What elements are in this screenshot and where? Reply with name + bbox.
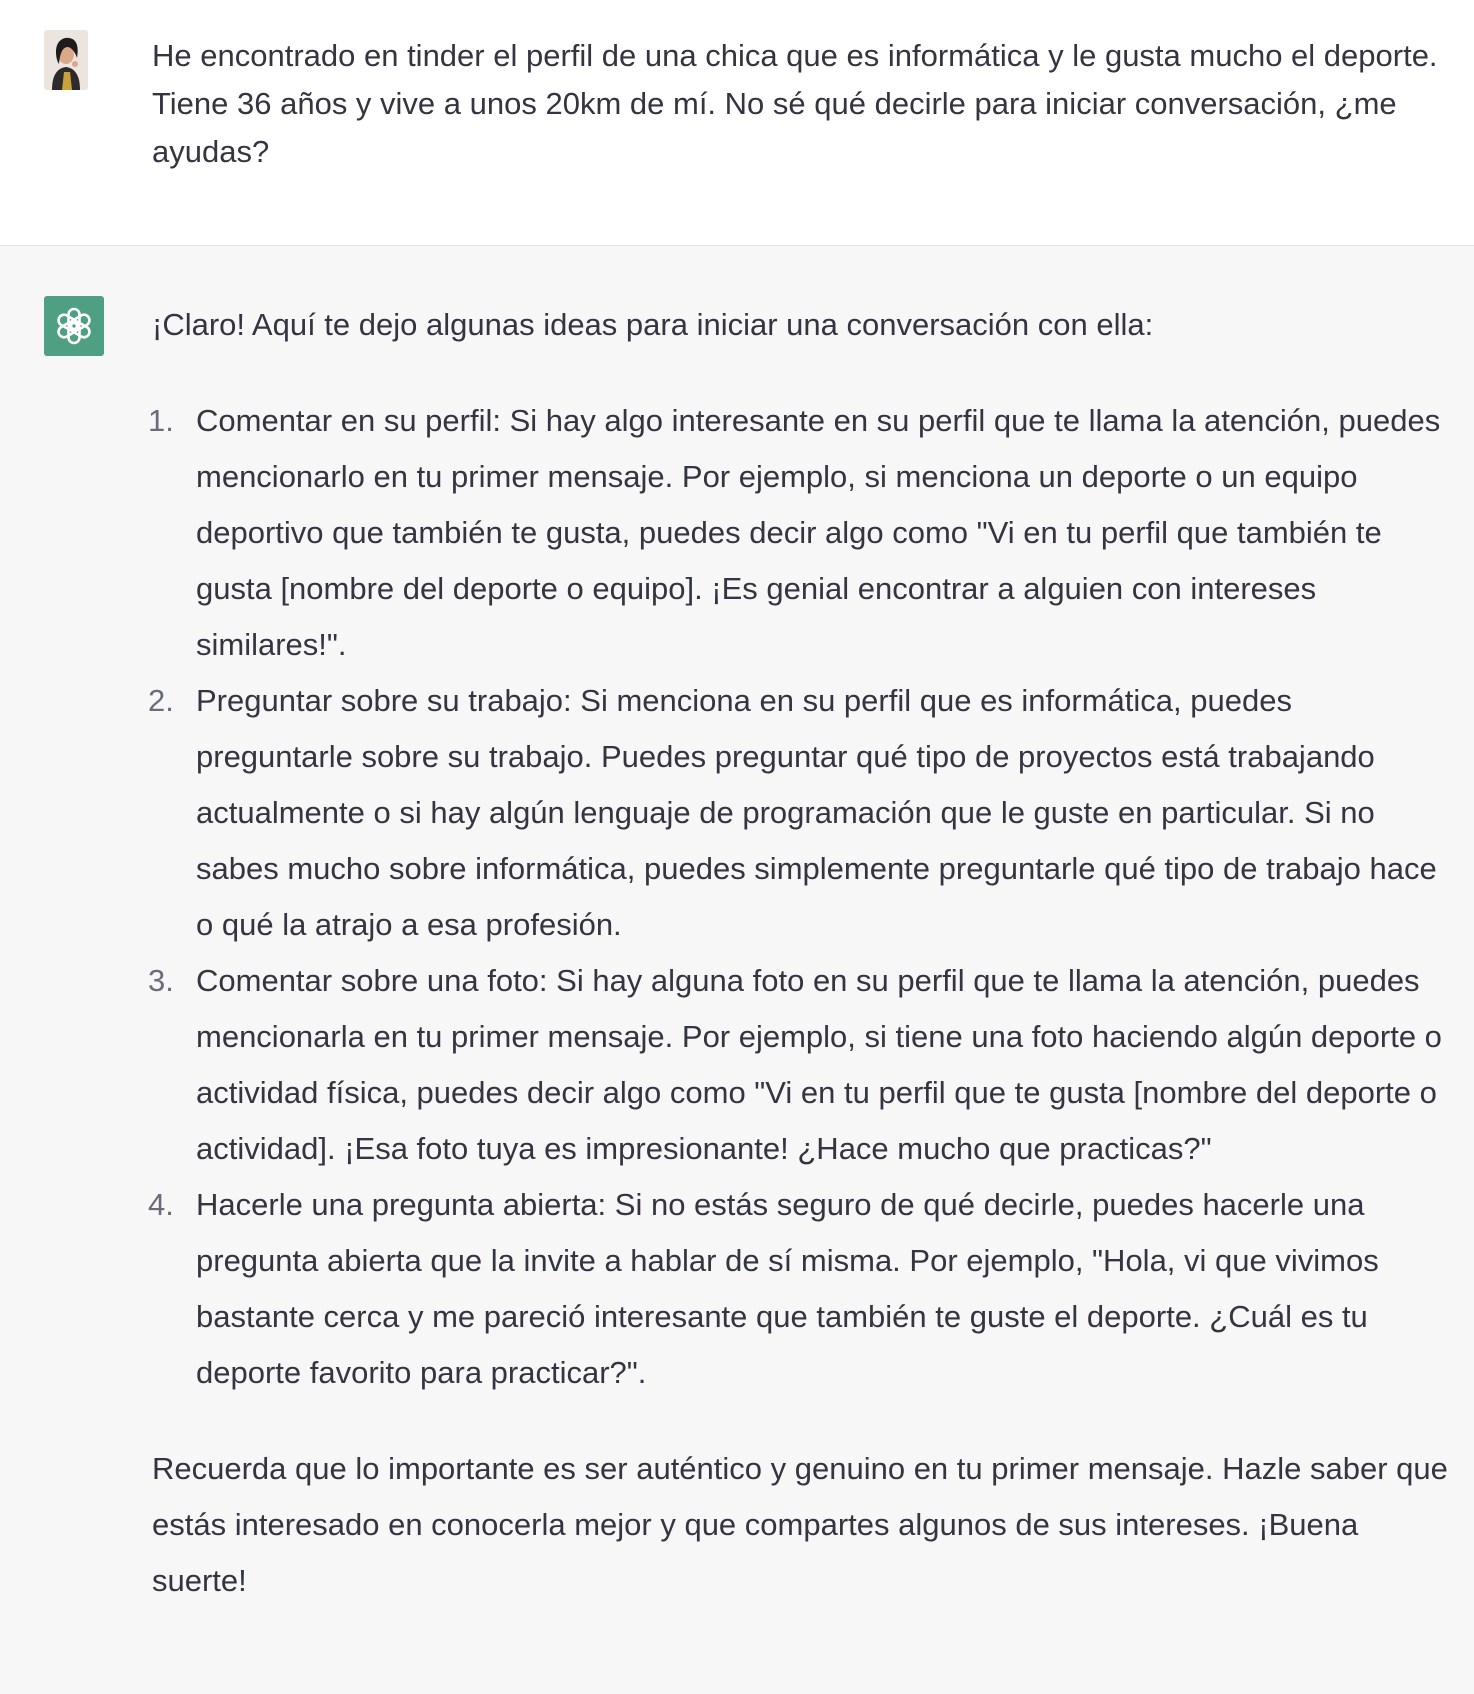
user-avatar-photo-icon	[44, 30, 88, 90]
user-avatar	[44, 30, 88, 90]
list-item	[148, 953, 1452, 1177]
list-item-number: 3.	[148, 963, 174, 998]
list-item-number: 1.	[148, 403, 174, 438]
user-message	[0, 0, 1474, 246]
assistant-intro: ¡Claro! Aquí te dejo algunas ideas para iniciar una conversación con ella:	[152, 307, 1154, 342]
list-item-text: Preguntar sobre su trabajo: Si menciona en su perfil que es informática, puedes preguntarle sobre su trabajo. Puedes preguntar qué tipo de proyectos está trabajando actualmente o si hay algún lenguaje de programación que le guste en particular. Si no sabes mucho sobre informática, puedes simplemente preguntarle qué tipo de trabajo hace o qué la atrajo a esa profesión.	[196, 683, 1437, 942]
openai-logo-icon	[53, 305, 95, 347]
list-item	[148, 393, 1452, 673]
list-item-number: 4.	[148, 1187, 174, 1222]
list-item-text: Comentar en su perfil: Si hay algo interesante en su perfil que te llama la atención, puedes mencionarlo en tu primer mensaje. Por ejemplo, si menciona un deporte o un equipo deportivo que también te gusta, puedes decir algo como "Vi en tu perfil que también te gusta [nombre del deporte o equipo]. ¡Es genial encontrar a alguien con intereses similares!".	[196, 403, 1441, 662]
user-message-text: He encontrado en tinder el perfil de una chica que es informática y le gusta mucho el deporte. Tiene 36 años y vive a unos 20km de mí. No sé qué decirle para iniciar conversación, ¿me ayudas?	[152, 38, 1438, 169]
assistant-message-body	[148, 297, 1452, 1609]
list-item	[148, 1177, 1452, 1401]
assistant-closing: Recuerda que lo importante es ser auténtico y genuino en tu primer mensaje. Hazle saber que estás interesado en conocerla mejor y que compartes algunos de sus intereses. ¡Buena suerte!	[152, 1451, 1448, 1598]
list-item-text: Hacerle una pregunta abierta: Si no estás seguro de qué decirle, puedes hacerle una pregunta abierta que la invite a hablar de sí misma. Por ejemplo, "Hola, vi que vivimos bastante cerca y me pareció interesante que también te guste el deporte. ¿Cuál es tu deporte favorito para practicar?".	[196, 1187, 1379, 1390]
list-item-number: 2.	[148, 683, 174, 718]
assistant-message	[0, 246, 1474, 1694]
ideas-list	[148, 393, 1452, 1401]
list-item	[148, 673, 1452, 953]
list-item-text: Comentar sobre una foto: Si hay alguna foto en su perfil que te llama la atención, puedes mencionarla en tu primer mensaje. Por ejemplo, si tiene una foto haciendo algún deporte o actividad física, puedes decir algo como "Vi en tu perfil que te gusta [nombre del deporte o actividad]. ¡Esa foto tuya es impresionante! ¿Hace mucho que practicas?"	[196, 963, 1442, 1166]
assistant-avatar	[44, 296, 104, 356]
